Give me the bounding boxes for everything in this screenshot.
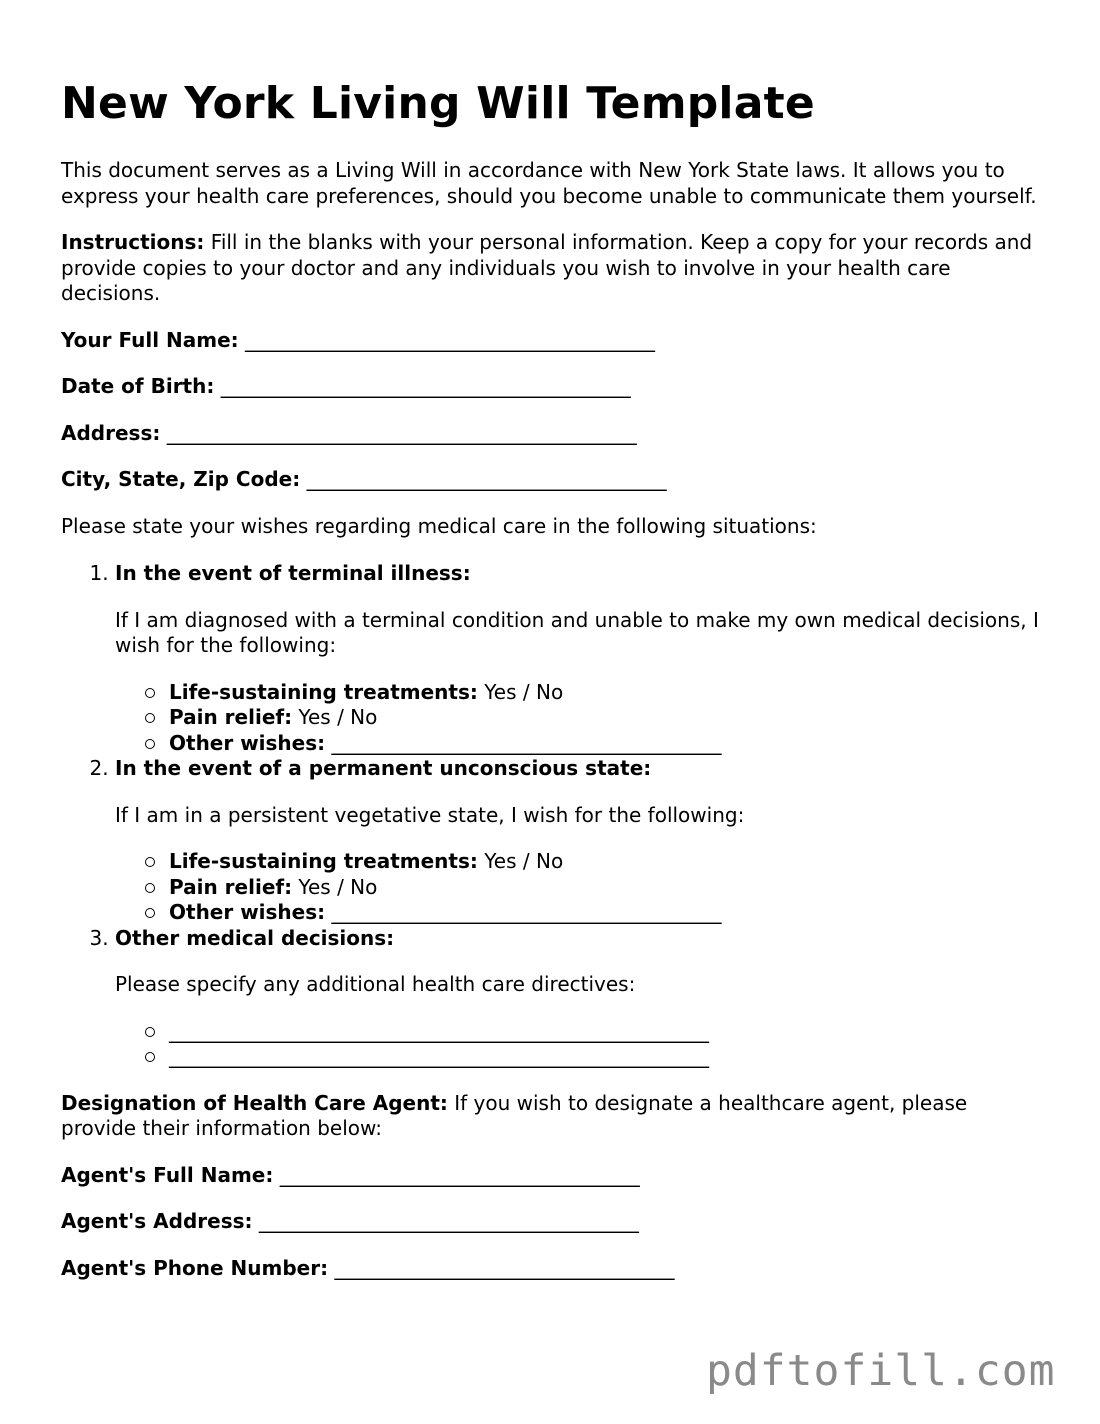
agent-address-field[interactable] [61,1209,1041,1235]
agent-designation-paragraph [61,1091,1041,1142]
option-label: Life-sustaining treatments: [169,849,478,873]
options-list [115,849,1041,926]
option-other-wishes[interactable] [169,900,1041,926]
option-pain-relief[interactable] [169,705,1041,731]
option-label: Life-sustaining treatments: [169,679,478,704]
address-blank[interactable]: _______________________________________________ [160,420,637,445]
section-title: In the event of terminal illness: [115,561,471,585]
agent-designation-label: Designation of Health Care Agent: [61,1090,448,1115]
agent-phone-blank[interactable]: __________________________________ [328,1255,675,1280]
document-page [61,78,1041,1281]
section-description: If I am in a persistent vegetative state, I wish for the following: [115,802,745,827]
option-label: Pain relief: [169,874,293,899]
section-description: Please specify any additional health care directives: [115,972,636,996]
section-title: In the event of a permanent unconscious state: [115,756,652,780]
option-blank[interactable]: _______________________________________ [325,900,722,924]
full-name-field[interactable] [61,328,1041,354]
date-of-birth-blank[interactable]: _________________________________________ [214,374,631,398]
agent-phone-label: Agent's Phone Number: [61,1255,329,1280]
agent-full-name-blank[interactable]: ____________________________________ [273,1162,640,1187]
full-name-label: Your Full Name: [61,327,239,352]
option-value[interactable]: Yes / No [477,679,564,704]
directive-blank-1[interactable]: ______________________________________________________ [169,1019,1041,1045]
full-name-blank[interactable]: _________________________________________ [238,327,656,352]
option-life-sustaining[interactable] [169,680,1041,706]
city-state-zip-label: City, State, Zip Code: [61,467,301,491]
options-list [115,680,1041,757]
option-blank[interactable]: _______________________________________ [325,730,722,755]
agent-phone-field[interactable] [61,1256,1041,1282]
section-title: Other medical decisions: [115,925,395,950]
option-value[interactable]: Yes / No [477,849,564,873]
option-value[interactable]: Yes / No [292,874,378,899]
agent-designation-text: If you wish to designate a healthcare agent, please provide their information below: [61,1090,968,1140]
agent-full-name-label: Agent's Full Name: [61,1162,274,1187]
city-state-zip-field[interactable] [61,467,1041,493]
option-label: Other wishes: [169,730,326,755]
section-other-medical-decisions [115,926,1041,1070]
option-label: Other wishes: [169,900,326,924]
intro-paragraph: This document serves as a Living Will in accordance with New York State laws. It allows you to express your health care preferences, should you become unable to communicate them yourself. [61,158,1037,208]
watermark-text: pdftofill.com [706,1346,1056,1396]
address-field[interactable] [61,421,1041,447]
option-life-sustaining[interactable] [169,849,1041,875]
directive-blank-2[interactable]: ______________________________________________________ [169,1044,1041,1070]
directives-list [115,1019,1041,1070]
option-value[interactable]: Yes / No [292,705,378,729]
address-label: Address: [61,420,161,445]
document-title: New York Living Will Template [61,78,815,129]
option-other-wishes[interactable] [169,731,1041,757]
agent-address-blank[interactable]: ______________________________________ [252,1209,639,1233]
agent-address-label: Agent's Address: [61,1209,253,1233]
option-label: Pain relief: [169,705,293,729]
section-unconscious-state [115,756,1041,926]
city-state-zip-blank[interactable]: ____________________________________ [300,467,667,491]
date-of-birth-label: Date of Birth: [61,374,215,398]
section-description: If I am diagnosed with a terminal condition and unable to make my own medical decisions, I wish for the following: [115,607,1039,657]
instructions-label: Instructions: [61,230,205,254]
instructions-paragraph [61,230,1041,307]
wishes-sections-list [61,561,1041,1070]
option-pain-relief[interactable] [169,875,1041,901]
instructions-text: Fill in the blanks with your personal information. Keep a copy for your records and provide copies to your doctor and any individuals you wish to involve in your health care decisions. [61,230,1033,305]
agent-full-name-field[interactable] [61,1163,1041,1189]
date-of-birth-field[interactable] [61,374,1041,400]
wishes-lead: Please state your wishes regarding medical care in the following situations: [61,513,817,538]
section-terminal-illness [115,561,1041,756]
